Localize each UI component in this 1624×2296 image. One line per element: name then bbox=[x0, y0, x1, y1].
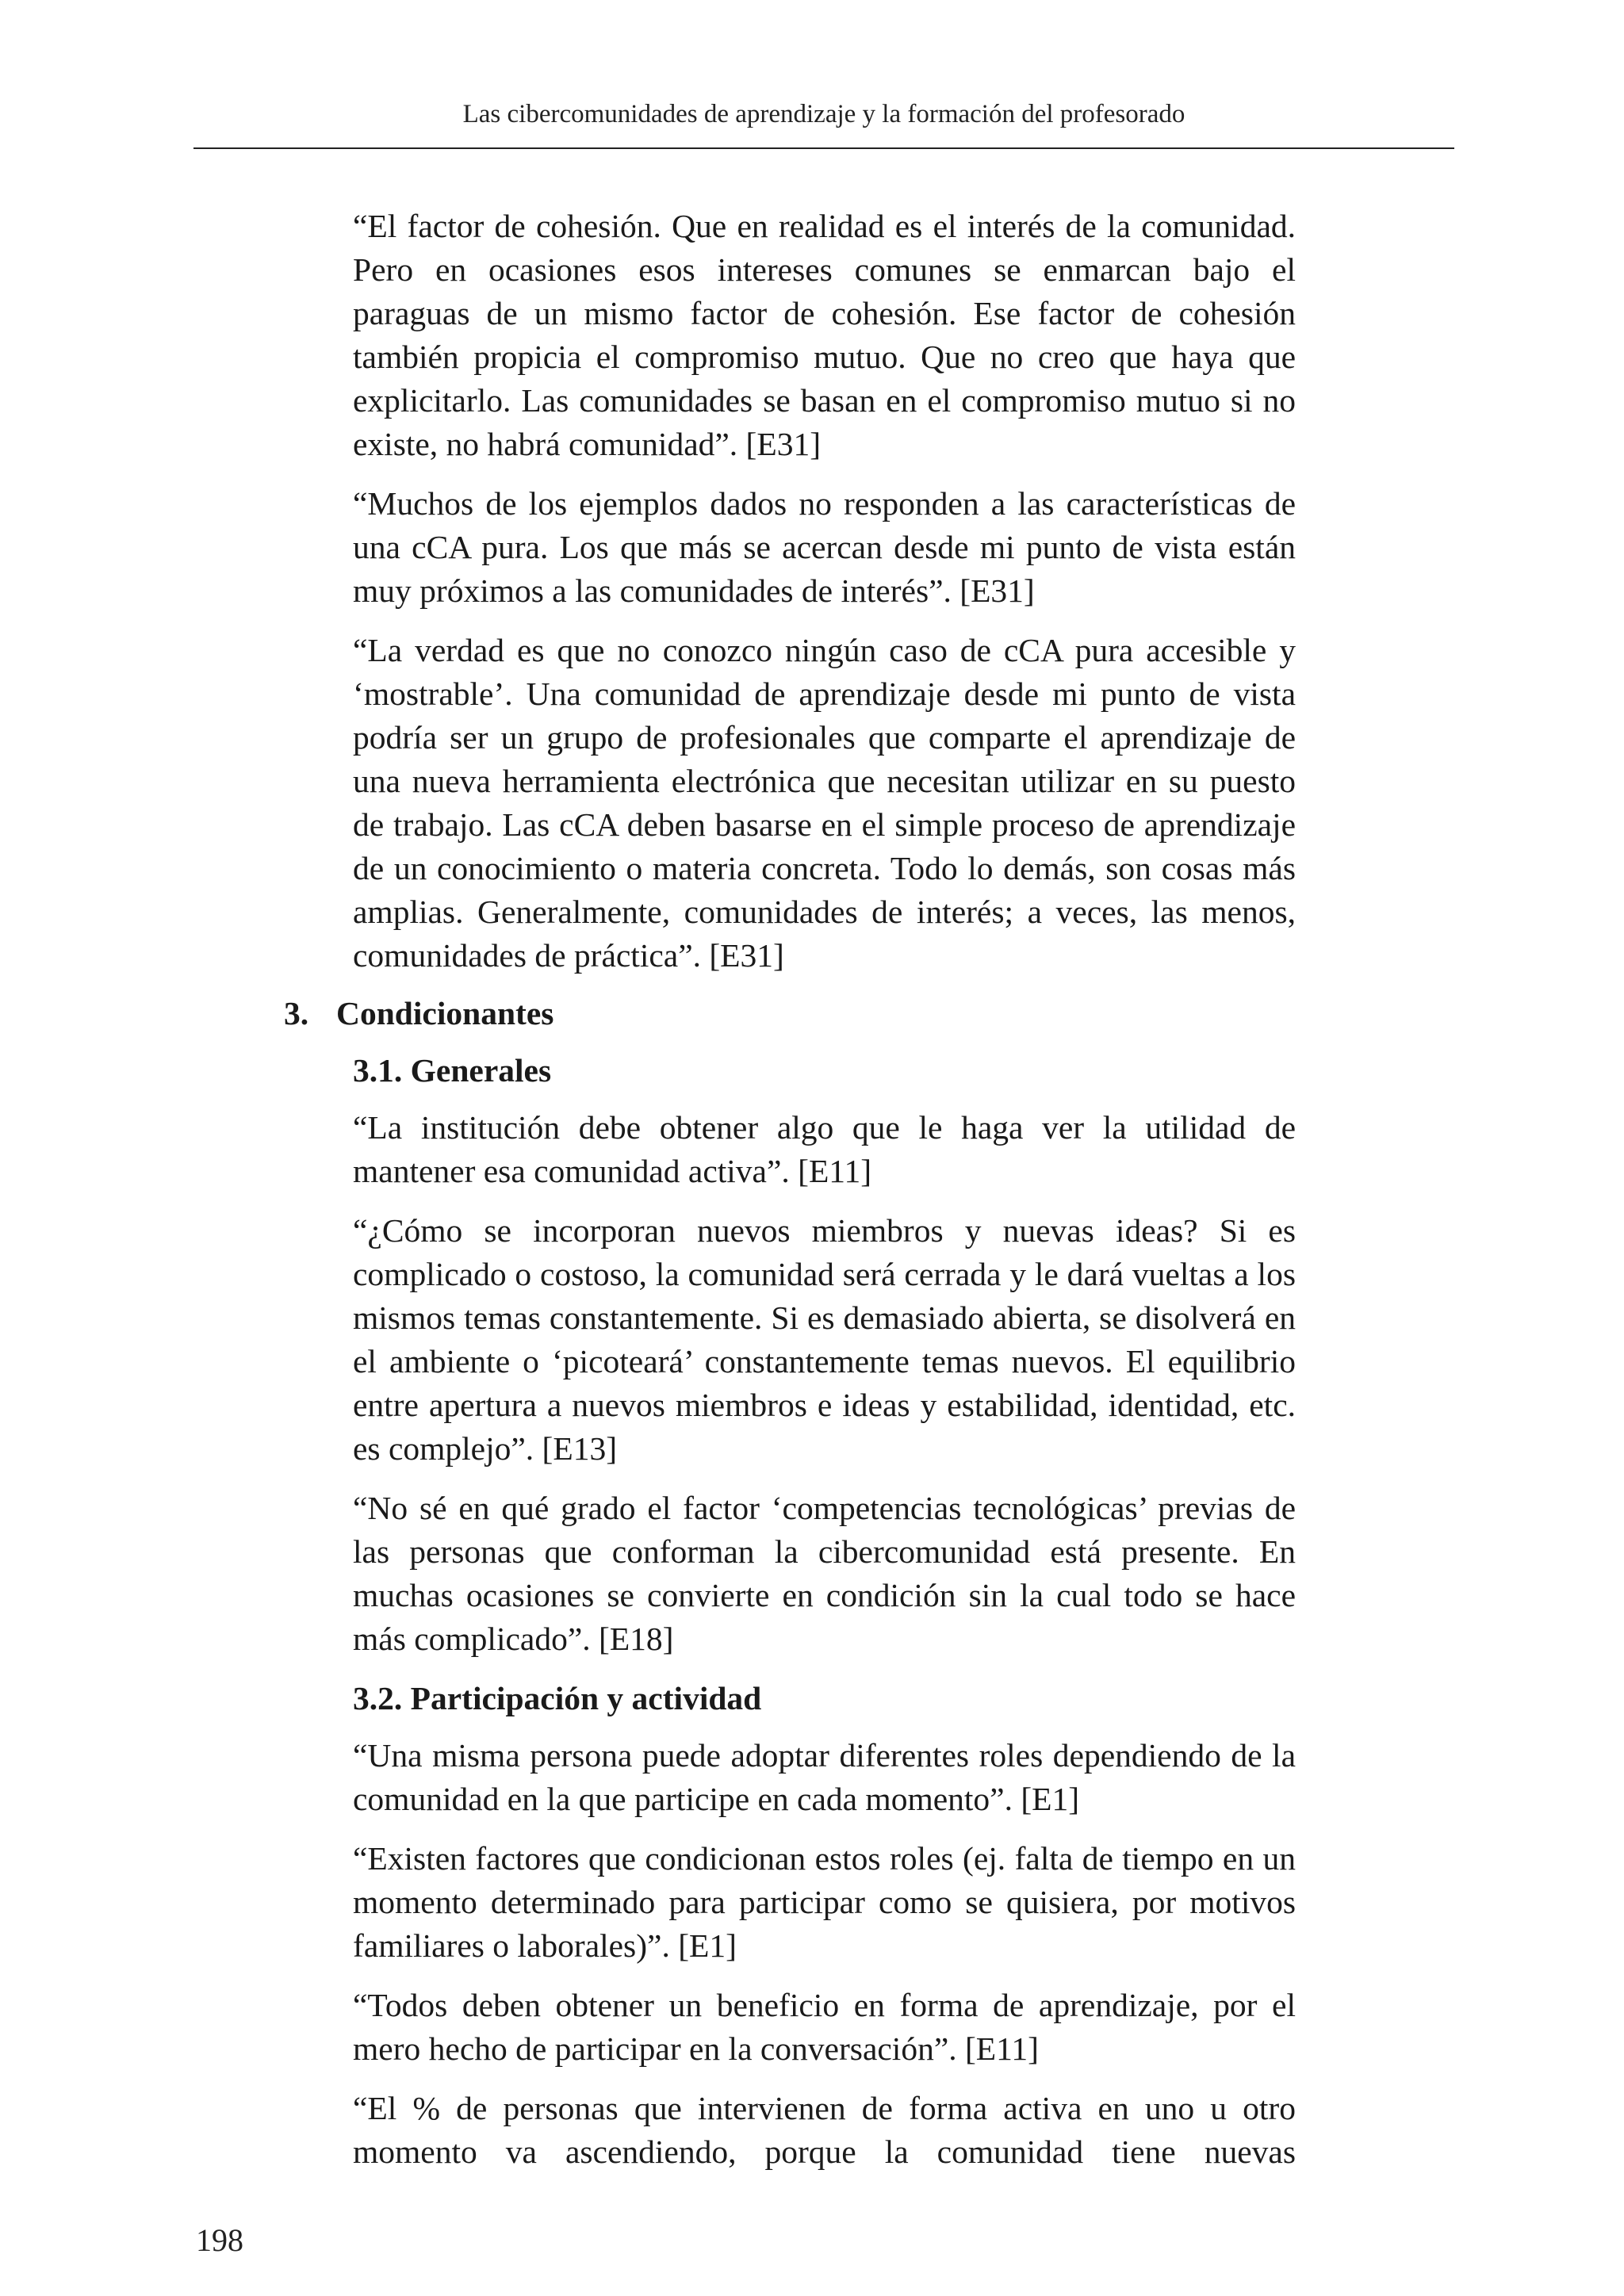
subsection-heading-participacion: 3.2. Participación y actividad bbox=[353, 1680, 762, 1716]
quote-paragraph: “Existen factores que condicionan estos roles (ej. falta de tiempo en un momento determinado para participar como se quisiera, por motivos familiares o laborales)”. [E1] bbox=[353, 1840, 1296, 1964]
quote-paragraph: “Muchos de los ejemplos dados no responden a las características de una cCA pura. Los que más se acercan desde mi punto de vista están muy próximos a las comunidades de interés”. [E31] bbox=[353, 485, 1296, 609]
quote-paragraph: “El factor de cohesión. Que en realidad es el interés de la comunidad. Pero en ocasiones esos intereses comunes se enmarcan bajo el paraguas de un mismo factor de cohesión. Ese factor de cohesión también propicia el compromiso mutuo. Que no creo que haya que explicitarlo. Las comunidades se basan en el compromiso mutuo si no existe, no habrá comunidad”. [E31] bbox=[353, 208, 1296, 462]
subsection-heading-generales: 3.1. Generales bbox=[353, 1052, 552, 1089]
section-heading bbox=[284, 992, 1296, 1035]
quote-paragraph: “Una misma persona puede adoptar diferentes roles dependiendo de la comunidad en la que participe en cada momento”. [E1] bbox=[353, 1737, 1296, 1817]
page-body bbox=[284, 205, 1296, 2190]
section-title: Condicionantes bbox=[336, 995, 554, 1031]
quote-paragraph: “La verdad es que no conozco ningún caso de cCA pura accesible y ‘mostrable’. Una comunidad de aprendizaje desde mi punto de vista podría ser un grupo de profesionales que comparte el aprendizaje de una nueva herramienta electrónica que necesitan utilizar en su puesto de trabajo. Las cCA deben basarse en el simple proceso de aprendizaje de un conocimiento o materia concreta. Todo lo demás, son cosas más amplias. Generalmente, comunidades de interés; a veces, las menos, comunidades de práctica”. [E31] bbox=[353, 632, 1296, 974]
quote-paragraph: “¿Cómo se incorporan nuevos miembros y nuevas ideas? Si es complicado o costoso, la comunidad será cerrada y le dará vueltas a los mismos temas constantemente. Si es demasiado abierta, se disolverá en el ambiente o ‘picoteará’ constantemente temas nuevos. El equilibrio entre apertura a nuevos miembros e ideas y estabilidad, identidad, etc. es complejo”. [E13] bbox=[353, 1212, 1296, 1467]
section-number: 3. bbox=[284, 995, 309, 1031]
quote-paragraph: “La institución debe obtener algo que le haga ver la utilidad de mantener esa comunidad activa”. [E11] bbox=[353, 1109, 1296, 1189]
running-title: Las cibercomunidades de aprendizaje y la formación del profesorado bbox=[462, 100, 1185, 128]
running-header bbox=[193, 89, 1454, 149]
quote-paragraph: “El % de personas que intervienen de forma activa en uno u otro momento va ascendiendo, porque la comunidad tiene nuevas bbox=[353, 2090, 1296, 2170]
quote-paragraph: “No sé en qué grado el factor ‘competencias tecnológicas’ previas de las personas que conforman la cibercomunidad está presente. En muchas ocasiones se convierte en condición sin la cual todo se hace más complicado”. [E18] bbox=[353, 1490, 1296, 1657]
page-number: 198 bbox=[196, 2222, 243, 2258]
quote-paragraph: “Todos deben obtener un beneficio en forma de aprendizaje, por el mero hecho de participar en la conversación”. [E11] bbox=[353, 1987, 1296, 2067]
